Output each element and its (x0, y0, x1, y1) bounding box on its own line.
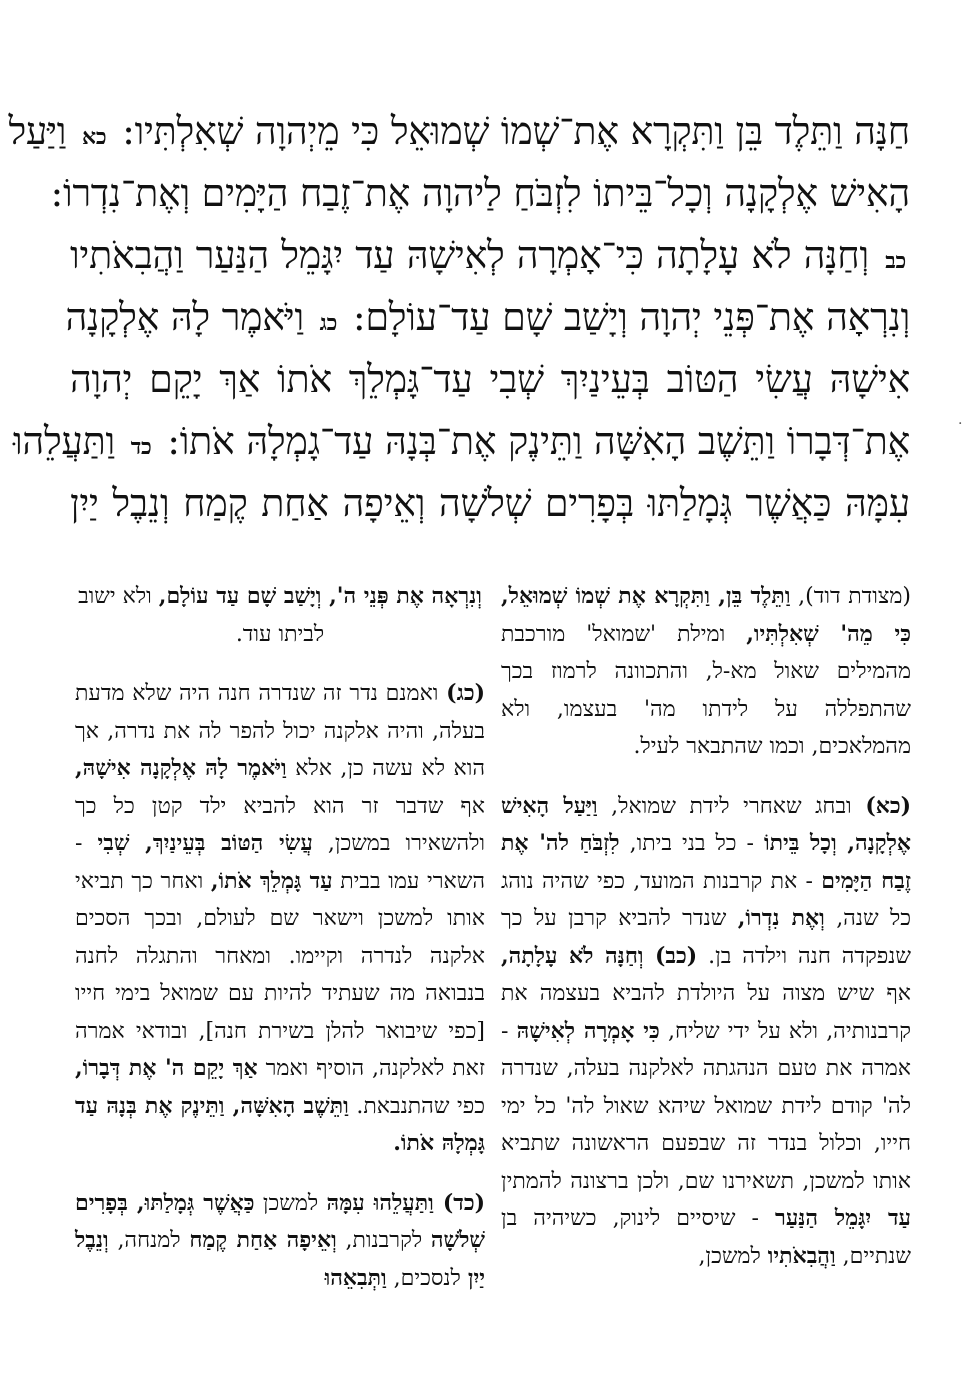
commentary-column-left (75, 578, 485, 1319)
commentary-text: ומילת 'שמואל' מורכבת מהמילים שאול מא-ל, והתכוונה לרמוז בכך שהתפללה על לידתו מה' בעצמו, ולא מהמלאכים, וכמו שהתבאר לעיל. (501, 621, 911, 759)
verse-block (8, 100, 910, 534)
verse-line-3 (70, 224, 910, 286)
verse-text: אִישָׁהּ עֲשִׂי הַטּוֹב בְּעֵינַיִךְ שְׁבִי עַד־גָּמְלֵךְ אֹתוֹ אַךְ יָקֵם יְהוָה (70, 357, 910, 401)
commentary-paragraph (501, 788, 911, 1276)
verse-number: כג (319, 310, 338, 336)
verse-text: וְנִרְאָה אֶת־פְּנֵי יְהוָה וְיָשַׁב שָׁם עַד־עוֹלָם: (352, 295, 910, 339)
commentary-quote: עֲשִׂי הַטּוֹב בְּעֵינַיִךְ, שְׁבִי (97, 830, 313, 856)
commentary-quote: עַד גָּמְלֵךְ אֹתוֹ, (210, 867, 333, 894)
commentary-column-right (501, 578, 911, 1297)
verse-line-2 (50, 162, 910, 224)
verse-text: וְחַנָּה לֹא עָלָתָה כִּי־אָמְרָה לְאִישָׁהּ עַד יִגָּמֵל הַנַּעַר וַהֲבִאֹתִיו (70, 233, 869, 277)
commentary-text: - השארי עמו בבית (75, 831, 485, 894)
verse-ref: (כג) (446, 680, 485, 706)
commentary-text: אף שדבר זר הוא להביא ילד קטן כל כך ולהשאירו במשכן, (75, 793, 486, 856)
commentary-text: למנחה, (117, 1228, 181, 1253)
commentary-quote: וְנֵבֶל יַיִן (75, 1227, 485, 1291)
commentary-text: ואחר כך תביאי אותו למשכן וישאר שם לעולם, ובכך הסכים אלקנה לנדרה וקיימו. ומאחר והתגלה לחנה בנבואה מה שעתיד להיות עם שמואל בימי חייו [כפי שיבואר להלן בשירת חנה], ובודאי אמרה זאת לאלקנה, הוסיף ואמר (75, 868, 485, 1081)
commentary-text: לנסכים, (393, 1265, 461, 1291)
commentary-text: ובחג שאחרי לידת שמואל, (611, 793, 852, 819)
commentary-text: - כל בני ביתו, (629, 831, 754, 856)
commentary-text: למשכן (262, 1190, 319, 1216)
verse-ref: (כא) (865, 792, 912, 819)
commentary-quote: לִזְבֹּחַ לה' אֶת זֶבַח הַיָּמִים (501, 830, 911, 894)
verse-text: הָאִישׁ אֶלְקָנָה וְכָל־בֵּיתוֹ לִזְבֹּחַ לַיהוָה אֶת־זֶבַח הַיָּמִים וְאֶת־נִדְרוֹ: (50, 171, 910, 215)
commentary-text: שנדר להביא קרבן על כך שנפקדה חנה וילדה בן. (501, 906, 912, 969)
verse-line-7 (70, 472, 910, 534)
commentary-text: - שיסיים לינוק, כשיהיה בן שנתיים, (501, 1206, 911, 1269)
verse-line-1 (8, 100, 910, 162)
verse-line-6 (12, 410, 910, 472)
commentary-paragraph (75, 1185, 485, 1298)
verse-number: כא (82, 124, 107, 150)
verse-number: כד (130, 434, 152, 460)
commentary-quote: (כד) וַתַּעֲלֵהוּ עִמָּהּ (326, 1189, 485, 1216)
commentary-quote: וַהֲבִאֹתִיו (767, 1242, 836, 1269)
verse-line-4 (65, 286, 910, 348)
commentary-quote: וַתְּבִאֵהוּ (324, 1264, 387, 1291)
commentary-quote: וַתֵּלֶד בֵּן, וַתִּקְרָא אֶת שְׁמוֹ שְׁמוּאֵל, כִּי מֵה' שְׁאִלְתִּיו, (501, 583, 911, 647)
commentary-text: ואמנם נדר זה שנדרה חנה היה שלא מדעת בעלה, והיה אלקנה יכול להפר לה את נדרה, אך הוא לא עשה כן, אלא (75, 681, 486, 781)
commentary-quote: עַד יִגָּמֵל הַנַּעַר (775, 1205, 911, 1231)
commentary-quote: אַךְ יָקֵם ה' אֶת דְּבָרוֹ, (75, 1055, 258, 1081)
verse-text: וַיֹּאמֶר לָהּ אֶלְקָנָה (65, 295, 304, 339)
commentary-quote: (כב) וְחַנָּה לֹא עָלָתָה, (501, 942, 698, 969)
commentary-text: - את קרבנות המועד, כפי שהיה נוהג כל שנה, (501, 868, 912, 931)
commentary-text: לקרבנות, (345, 1228, 423, 1253)
commentary-paragraph (501, 578, 911, 766)
verse-line-5 (70, 348, 910, 410)
commentary-quote: וַתֵּשֶׁב הָאִשָּׁה, וַתֵּינֶק אֶת בְּנָהּ עַד גָּמְלָהּ אֹתוֹ. (75, 1092, 485, 1156)
commentary-text: למשכן, (698, 1243, 761, 1269)
verse-number: כב (885, 248, 906, 274)
commentary-quote: וְנִרְאָה אֶת פְּנֵי ה', וְיָשַׁב שָׁם עַד עוֹלָם, (158, 583, 482, 609)
commentary-paragraph (75, 578, 485, 653)
commentary-quote: וְאֵיפָה אַחַת קֶמַח (189, 1227, 337, 1253)
commentary-text: (מצודת דוד), (798, 584, 911, 609)
verse-text: עִמָּהּ כַּאֲשֶׁר גְּמָלַתּוּ בְּפָרִים שְׁלֹשָׁה וְאֵיפָה אַחַת קֶמַח וְנֵבֶל יַיִן (70, 481, 910, 525)
verse-text: וַתַּעֲלֵהוּ (12, 419, 115, 463)
verse-text: חַנָּה וַתֵּלֶד בֵּן וַתִּקְרָא אֶת־שְׁמוֹ שְׁמוּאֵל כִּי מֵיְהוָה שְׁאִלְתִּיו: (122, 109, 910, 153)
commentary-paragraph (75, 675, 485, 1163)
commentary-quote: כַּאֲשֶׁר גְּמָלַתּוּ, בְּפָרִים שְׁלֹשָׁה (75, 1189, 485, 1253)
commentary-text: כפי שהתנבאת. (356, 1093, 486, 1119)
commentary-quote: כִּי אָמְרָה לְאִישָׁהּ (516, 1017, 660, 1044)
commentary-quote: וַיֹּאמֶר לָהּ אֶלְקָנָה אִישָׁהּ, (75, 755, 287, 781)
commentary-quote: וְאֶת נִדְרוֹ, (737, 905, 825, 931)
commentary-quote: וַיַּעַל הָאִישׁ אֶלְקָנָה, וְכָל בֵּיתוֹ (501, 792, 912, 856)
verse-text: אֶת־דְּבָרוֹ וַתֵּשֶׁב הָאִשָּׁה וַתֵּינֶק אֶת־בְּנָהּ עַד־גָמְלָהּ אֹתוֹ: (167, 419, 910, 463)
commentary-text: ולא ישוב לביתו עוד. (78, 584, 325, 647)
commentary-text: - אמרה את טעם הנהגתה לאלקנה בעלה, שנדרה לה' קודם לידת שמואל שיהא שאול לה' כל ימי חייו, וכלול בנדר זה שבפעם הראשונה שתביא אותו למשכן, תשאירנו שם, ולכן ברצונה להמתין (501, 1018, 911, 1194)
verse-text: וַיַּעַל (8, 109, 67, 153)
margin-mark: . (958, 412, 963, 428)
commentary-text: אף שיש מצוה על היולדת להביא בעצמה את קרבנותיה, ולא על ידי שליח, (501, 981, 911, 1044)
